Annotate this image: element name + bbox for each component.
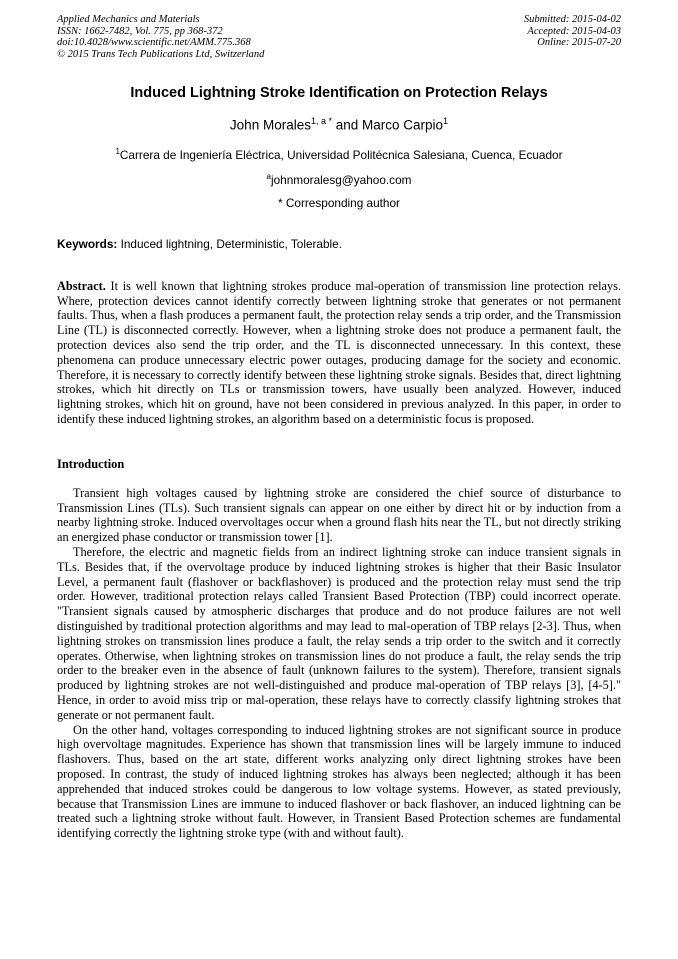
journal-name: Applied Mechanics and Materials [57,14,200,25]
author-connector: and [331,117,363,133]
keywords-label: Keywords: [57,237,118,252]
affiliation-line [57,145,621,162]
abstract-text: It is well known that lightning strokes produce mal-operation of transmission line protection relays. Where, protection devices cannot identify correctly between lightning stroke that generates or not permanent faults. Thus, when a flash produces a permanent fault, the protection relay sends a trip order, and the Transmission Line (TL) is disconnected correctly. However, when a lightning stroke does not produce a permanent fault, the protection devices also send the trip order, and the TL is disconnected unnecessary. In this context, these phenomena can produce unnecessary electric power outages, producing damage for the society and economic. Therefore, it is necessary to correctly identify between these lightning stroke signals. Besides that, direct lightning strokes, which hit directly on TLs or transmission towers, have usually been analyzed. However, induced lightning strokes, which hit on ground, have not been considered in previous analyzed. In this paper, in order to identify these induced lightning strokes, an algorithm based on a deterministic focus is proposed. [57,278,621,427]
submitted-date: Submitted: 2015-04-02 [523,14,621,25]
intro-paragraph-3: On the other hand, voltages corresponding to induced lightning strokes are not significant source in produce high overvoltage magnitudes. Experience has shown that transmission lines will be largely immune to induced flashovers. Thus, based on the art state, different works analyzing only direct lightning strokes have been proposed. In contrast, the study of induced lightning strokes has always been neglected; although it has been apprehended that induced strokes could be dangerous to low voltage systems. However, as stated previously, because that Transmission Lines are immune to induced flashover or back flashover, an induced lightning can be treated such a lightning stroke without fault. However, in Transient Based Protection schemes are fundamental identifying correctly the lightning stroke type (with and without fault). [57,722,621,841]
author-1: John Morales [229,117,311,133]
email-text: johnmoralesg@yahoo.com [270,173,412,188]
section-heading-introduction: Introduction [57,456,125,471]
abstract-label: Abstract. [57,278,106,293]
intro-paragraph-2: Therefore, the electric and magnetic fields from an indirect lightning stroke can induce transient signals in TLs. Besides that, if the overvoltage produce by induced lightning strokes is higher that their Basic Insulator Level, a permanent fault (flashover or backflashover) is produced and the protection relay must send the trip order. However, traditional protection relays called Transient Based Protection (TBP) could incorrect operate. "Transient signals caused by atmospheric discharges that produce and do not produce failures are not well distinguished by traditional protection algorithms and may lead to mal-operation of TBP relays [2-3]. Thus, when lightning strokes on transmission lines produce a fault, the relay sends a trip order to the switch and it correctly operates. Otherwise, when lightning strokes on transmission lines do not produce a fault, the relay sends the trip order to the breaker even in the absence of fault (unknown failures to the system). Therefore, transient signals produced by lightning strokes are not well-distinguished and produce mal-operation of TBP relays [3], [4-5]." Hence, in order to avoid miss trip or mal-operation, these relays have to correctly classify lightning strokes that generate or not permanent fault. [57,545,621,722]
journal-header [57,14,621,60]
online-date: Online: 2015-07-20 [537,37,621,48]
keywords-text: Induced lightning, Deterministic, Tolerable. [117,237,343,252]
email-superscript: a [266,172,271,182]
affiliation-text: Carrera de Ingeniería Eléctrica, Universidad Politécnica Salesiana, Cuenca, Ecuador [119,147,563,162]
corresponding-author-note: * Corresponding author [278,196,400,211]
intro-paragraph-1: Transient high voltages caused by lightning stroke are considered the chief source of disturbance to Transmission Lines (TLs). Such transient signals can appear on one either by direct hit or by induction from a nearby lightning stroke. Induced overvoltages occur when a ground flash hits near the TL, but not directly striking an energized phase conductor or transmission tower [1]. [57,485,621,545]
accepted-date: Accepted: 2015-04-03 [527,25,621,37]
keywords-line [57,237,621,252]
journal-header-left [57,14,264,60]
author-1-superscript: 1, a * [310,116,332,126]
abstract-paragraph [57,279,621,427]
paper-title: Induced Lightning Stroke Identification on Protection Relays [130,85,548,101]
author-2-superscript: 1 [443,116,449,126]
doi-line: doi:10.4028/www.scientific.net/AMM.775.368 [57,37,251,48]
affiliation-superscript: 1 [115,146,120,156]
copyright-line: © 2015 Trans Tech Publications Ltd, Switzerland [57,48,265,60]
issn-volume-line: ISSN: 1662-7482, Vol. 775, pp 368-372 [57,25,223,37]
author-2: Marco Carpio [362,117,444,133]
authors-line [57,113,621,134]
journal-header-right [524,14,621,60]
email-line [57,170,621,187]
